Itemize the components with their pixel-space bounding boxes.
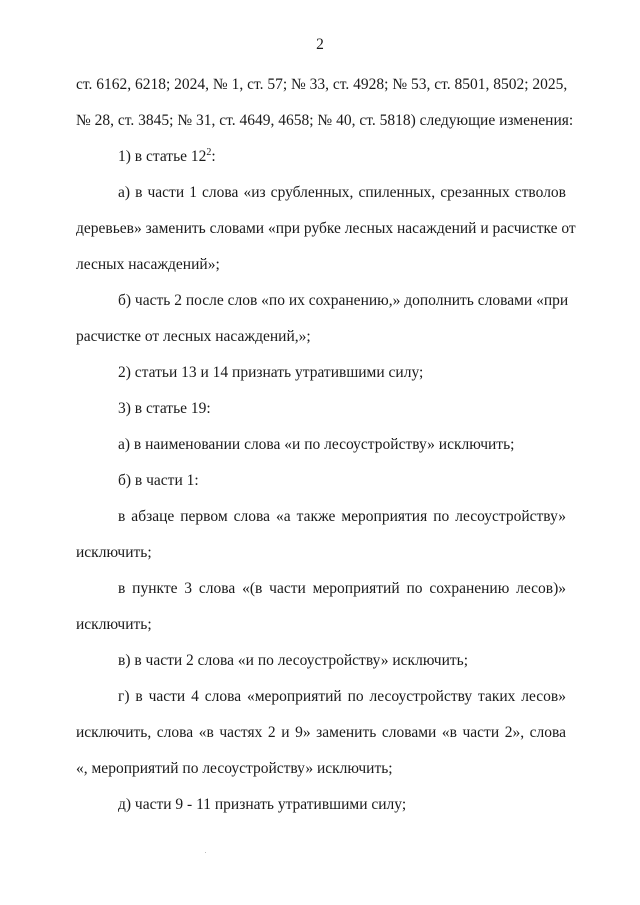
- text-line: а) в части 1 слова «из срубленных, спиленных, срезанных стволов: [118, 184, 566, 201]
- text-line: ст. 6162, 6218; 2024, № 1, ст. 57; № 33, ст. 4928; № 53, ст. 8501, 8502; 2025,: [76, 76, 568, 93]
- text-line: исключить, слова «в частях 2 и 9» заменить словами «в части 2», слова: [76, 724, 566, 741]
- text-line: в) в части 2 слова «и по лесоустройству» исключить;: [118, 652, 469, 669]
- text-line: в пункте 3 слова «(в части мероприятий по сохранению лесов)»: [118, 580, 566, 597]
- text-line: б) часть 2 после слов «по их сохранению,» дополнить словами «при: [118, 292, 569, 309]
- text-line: исключить;: [76, 616, 152, 633]
- text-line: д) части 9 - 11 признать утратившими силу;: [118, 796, 407, 813]
- text-line: исключить;: [76, 544, 152, 561]
- text-line: № 28, ст. 3845; № 31, ст. 4649, 4658; № 40, ст. 5818) следующие изменения:: [76, 112, 574, 129]
- text-line: лесных насаждений»;: [76, 256, 220, 273]
- text-fragment: :: [211, 148, 216, 165]
- text-line: «, мероприятий по лесоустройству» исключить;: [76, 760, 393, 777]
- text-line: расчистке от лесных насаждений,»;: [76, 328, 311, 345]
- superscript: 2: [206, 146, 212, 158]
- text-line: 2) статьи 13 и 14 признать утратившими силу;: [118, 364, 424, 381]
- text-line: б) в части 1:: [118, 472, 199, 489]
- text-fragment: 1) в статье 12: [118, 148, 207, 165]
- text-line: [118, 148, 566, 166]
- page-number: 2: [316, 36, 324, 53]
- scan-speck: [205, 852, 206, 853]
- text-line: в абзаце первом слова «а также мероприятия по лесоустройству»: [118, 508, 566, 525]
- text-line: а) в наименовании слова «и по лесоустройству» исключить;: [118, 436, 515, 453]
- text-line: г) в части 4 слова «мероприятий по лесоустройству таких лесов»: [118, 688, 566, 705]
- text-line: деревьев» заменить словами «при рубке лесных насаждений и расчистке от: [76, 220, 576, 237]
- text-line: 3) в статье 19:: [118, 400, 211, 417]
